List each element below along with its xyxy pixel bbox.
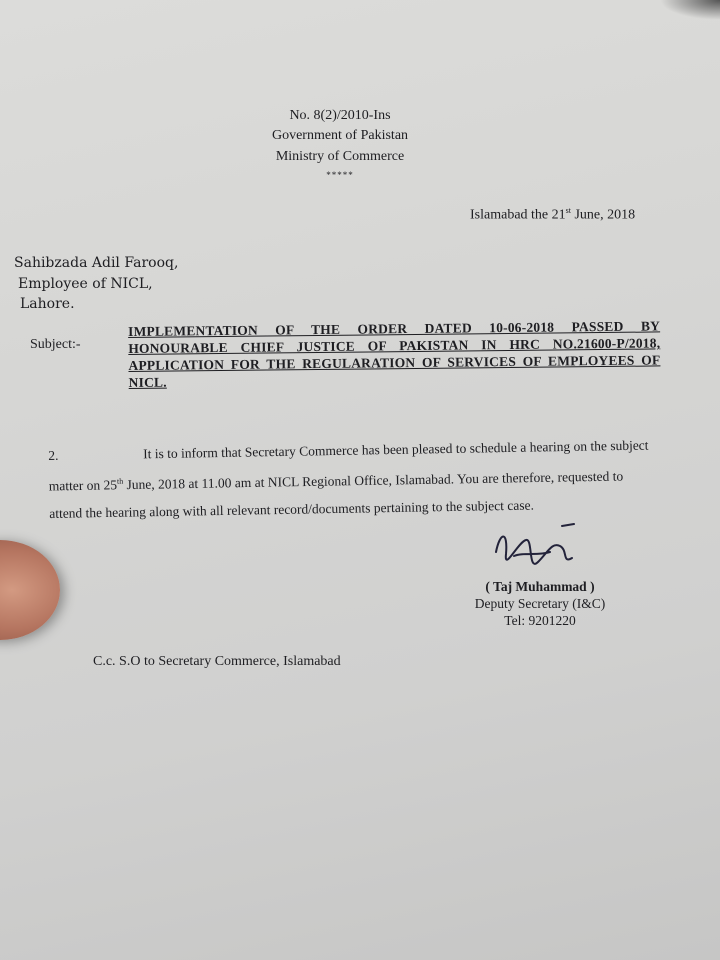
letter-date: Islamabad the 21st June, 2018 (470, 206, 636, 223)
addressee-position: Employee of NICL, (18, 276, 153, 292)
header-separator: ***** (326, 170, 354, 180)
subject-text: IMPLEMENTATION OF THE ORDER DATED 10-06-2018 PASSED BY HONOURABLE CHIEF JUSTICE OF PAKISTAN IN HRC NO.21600-P/2018, APPLICATION FOR THE REGULARATION OF SERVICES OF EMPLOYEES OF NICL. (128, 318, 661, 390)
signatory-name: ( Taj Muhammad ) (485, 579, 595, 594)
signatory-designation: Deputy Secretary (I&C) (474, 596, 606, 611)
signatory-phone: Tel: 9201220 (504, 613, 576, 628)
addressee-city: Lahore. (20, 296, 75, 312)
paragraph-number: 2. (48, 447, 59, 463)
body-paragraph: 2. It is to inform that Secretary Commerce has been pleased to schedule a hearing on the subject matter on 25th June, 2018 at 11.00 am at NICL Regional Office, Islamabad. You are therefore, requested to attend the hearing along with all relevant record/documents pertaining to the subject case. (48, 437, 649, 521)
page-corner-shadow (660, 0, 720, 20)
cc-line: C.c. S.O to Secretary Commerce, Islamabad (93, 654, 341, 669)
ministry-heading: Ministry of Commerce (275, 149, 405, 164)
subject-label: Subject:- (30, 337, 81, 352)
addressee-name: Sahibzada Adil Farooq, (14, 255, 179, 271)
government-heading: Government of Pakistan (271, 128, 409, 143)
reference-number: No. 8(2)/2010-Ins (289, 108, 391, 123)
signature-block (460, 578, 620, 629)
